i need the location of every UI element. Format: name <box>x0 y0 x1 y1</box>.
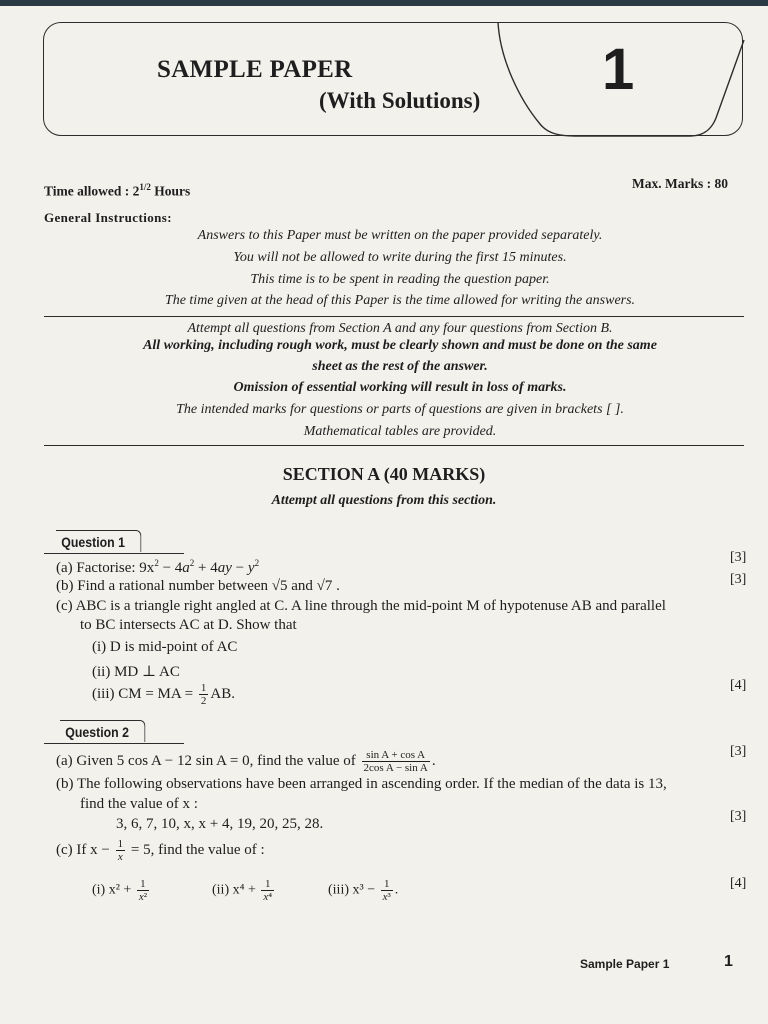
header-tab-outline <box>0 0 768 150</box>
instruction-line: Attempt all questions from Section A and any four questions from Section B. <box>187 321 613 336</box>
page-number: 1 <box>724 953 733 970</box>
q1-c-iii: (iii) CM = MA = $\frac{1}{2}$ AB. <box>92 682 235 707</box>
fraction-one-over-x: $\frac{1}{x}$ <box>117 838 124 863</box>
q1-part-c-cont: to BC intersects AC at D. Show that <box>80 617 297 633</box>
instruction-line: The intended marks for questions or parts of questions are given in brackets [ ]. <box>176 402 624 417</box>
q1-part-a: (a) Factorise: $9x^2 - 4a^2 + 4ay - y^2$ <box>56 558 260 576</box>
general-instructions-title: General Instructions: <box>44 210 172 225</box>
q2-a-marks: [3] <box>730 744 747 759</box>
q2-c-iii: (iii) x³ − $\frac{1}{\text{x³}}$ . <box>328 878 399 903</box>
q1-b-marks: [3] <box>730 572 747 587</box>
q1-part-b: (b) Find a rational number between √5 and √7 . <box>56 578 340 594</box>
q1-c-marks: [4] <box>730 678 747 693</box>
q1-a-marks: [3] <box>730 550 747 565</box>
general-instruction-line: You will not be allowed to write during the first 15 minutes. <box>233 250 567 265</box>
question-2-label: Question 2 <box>60 720 146 742</box>
divider <box>44 316 744 317</box>
question-2-underline <box>44 743 184 744</box>
paper-subtitle: (With Solutions) <box>319 88 481 113</box>
q1-part-c: (c) ABC is a triangle right angled at C. A line through the mid-point M of hypotenuse AB and parallel <box>56 598 666 614</box>
paper-number: 1 <box>602 37 635 102</box>
q2-b-marks: [3] <box>730 809 747 824</box>
general-instruction-line: This time is to be spent in reading the question paper. <box>250 272 550 287</box>
instruction-line: Mathematical tables are provided. <box>303 424 497 439</box>
q2-part-b: (b) The following observations have been arranged in ascending order. If the median of the data is 13, <box>56 776 667 792</box>
q2-part-b-cont: find the value of x : <box>80 796 198 812</box>
fraction-one-half: $\frac{1}{2}$ <box>200 682 207 707</box>
instruction-line-bold: Omission of essential working will result in loss of marks. <box>233 380 567 395</box>
general-instruction-line: Answers to this Paper must be written on the paper provided separately. <box>197 228 603 243</box>
max-marks: Max. Marks : 80 <box>632 176 728 191</box>
footer-label: Sample Paper 1 <box>580 957 670 971</box>
time-allowed: Time allowed : $2^{1/2}$ Hours <box>44 182 191 199</box>
question-1-label: Question 1 <box>56 530 142 552</box>
instruction-line-bold: All working, including rough work, must be clearly shown and must be done on the same <box>143 338 657 353</box>
q2-a-fraction: $\frac{\text{sin A + cos A}}{\text{2cos A − sin A}}$ <box>363 749 428 774</box>
section-title: SECTION A (40 MARKS) <box>282 464 486 484</box>
instruction-line-bold: sheet as the rest of the answer. <box>312 359 488 374</box>
question-1-underline <box>44 553 184 554</box>
q1-c-ii: (ii) MD ⊥ AC <box>92 664 180 680</box>
q2-c-marks: [4] <box>730 876 747 891</box>
q2-c-ii: (ii) x⁴ + $\frac{1}{\text{x⁴}}$ <box>212 878 273 903</box>
q2-part-c: (c) If x − $\frac{1}{x}$ = 5, find the value of : <box>56 838 265 863</box>
q1-c-i: (i) D is mid-point of AC <box>92 639 238 655</box>
divider <box>44 445 744 446</box>
q2-b-data: 3, 6, 7, 10, x, x + 4, 19, 20, 25, 28. <box>116 816 324 832</box>
paper-title: SAMPLE PAPER <box>157 56 353 83</box>
q2-c-i: (i) x² + $\frac{1}{\text{x²}}$ <box>92 878 148 903</box>
section-subtitle: Attempt all questions from this section. <box>271 493 497 508</box>
general-instruction-line: The time given at the head of this Paper is the time allowed for writing the answers. <box>164 293 636 308</box>
q2-part-a: (a) Given 5 cos A − 12 sin A = 0, find the value of $\frac{\text{sin A + cos A}}{\text{2cos A − sin A}}$ . <box>56 749 436 774</box>
